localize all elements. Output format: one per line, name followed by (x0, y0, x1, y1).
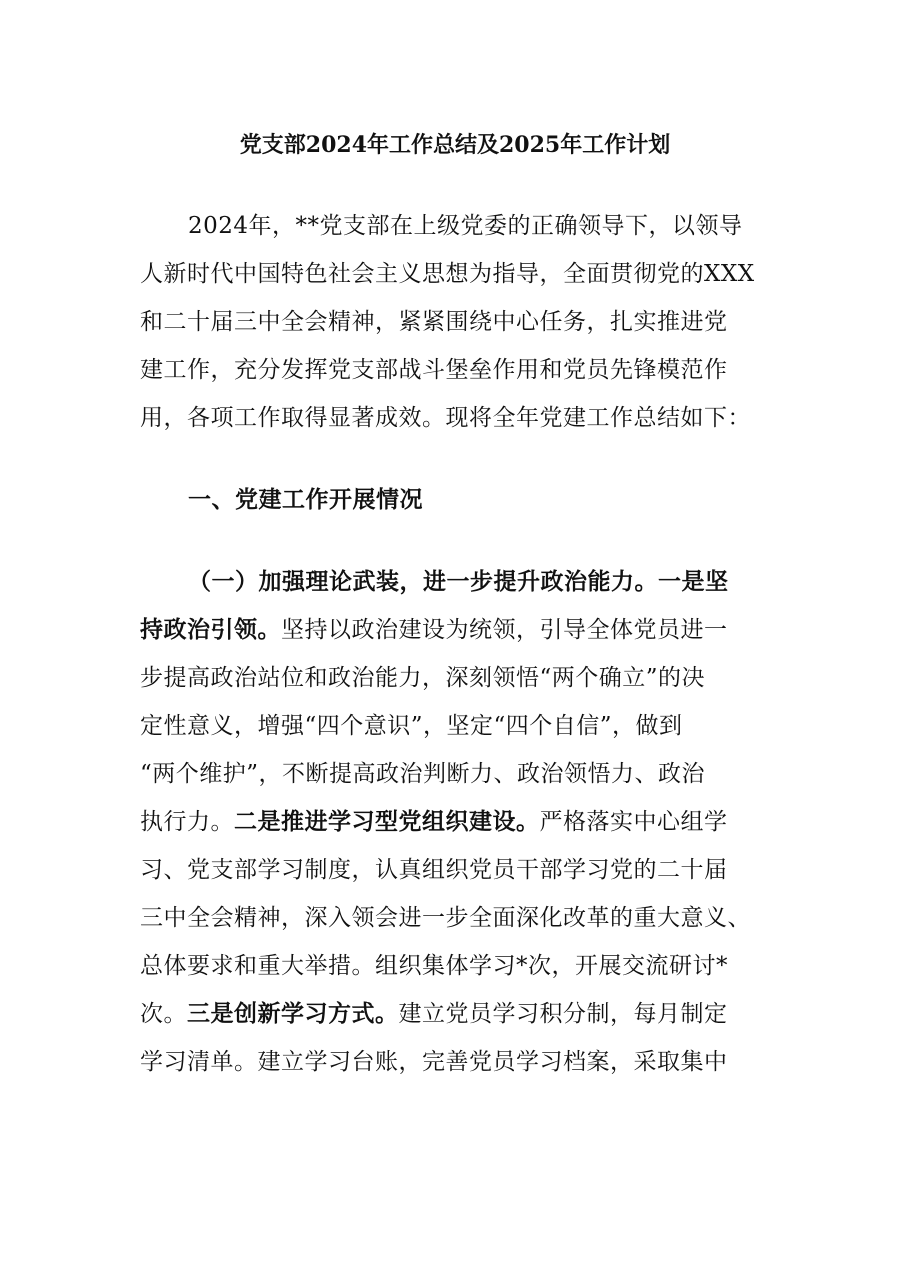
subsection-1-line-7: 习、党支部学习制度，认真组织党员干部学习党的二十届 (140, 857, 728, 883)
line-10-text-a: 次。 (140, 1001, 187, 1027)
intro-line-5: 用，各项工作取得显著成效。现将全年党建工作总结如下： (140, 405, 751, 431)
document-title: 党支部2024年工作总结及2025年工作计划 (239, 132, 671, 158)
intro-line-4: 建工作，充分发挥党支部战斗堡垒作用和党员先锋模范作 (140, 357, 728, 383)
subsection-1-line-9: 总体要求和重大举措。组织集体学习*次，开展交流研讨* (140, 953, 728, 979)
section-heading-1: 一、党建工作开展情况 (188, 486, 423, 513)
subsection-1-line-5: “两个维护”，不断提高政治判断力、政治领悟力、政治 (140, 761, 706, 787)
subsection-1-line-3: 步提高政治站位和政治能力，深刻领悟“两个确立”的决 (140, 665, 706, 691)
subsection-1-line-6 (140, 806, 728, 838)
intro-line-1: 2024年，**党支部在上级党委的正确领导下，以领导 (188, 213, 743, 239)
line-6-text-a: 执行力。 (140, 809, 234, 835)
line-6-text-b: 严格落实中心组学 (539, 809, 728, 835)
subsection-1-line-4: 定性意义，增强“四个意识”，坚定“四个自信”，做到 (140, 713, 683, 739)
line-10-text-b: 建立党员学习积分制，每月制定 (398, 1001, 728, 1027)
intro-line-3: 和二十届三中全会精神，紧紧围绕中心任务，扎实推进党 (140, 309, 728, 335)
subsection-1-line-1: （一）加强理论武装，进一步提升政治能力。一是坚 (188, 568, 729, 595)
intro-line-2: 人新时代中国特色社会主义思想为指导，全面贯彻党的XXX (140, 261, 755, 287)
subsection-1-line-8: 三中全会精神，深入领会进一步全面深化改革的重大意义、 (140, 905, 751, 931)
subsection-1-line-2 (140, 614, 728, 646)
point-one-text: 坚持以政治建设为统领，引导全体党员进一 (281, 617, 728, 643)
point-three-heading: 三是创新学习方式。 (187, 1000, 399, 1027)
point-one-heading: 持政治引领。 (140, 616, 281, 643)
subsection-1-line-11: 学习清单。建立学习台账，完善党员学习档案，采取集中 (140, 1049, 728, 1075)
point-two-heading: 二是推进学习型党组织建设。 (234, 808, 540, 835)
subsection-1-line-10 (140, 998, 728, 1030)
